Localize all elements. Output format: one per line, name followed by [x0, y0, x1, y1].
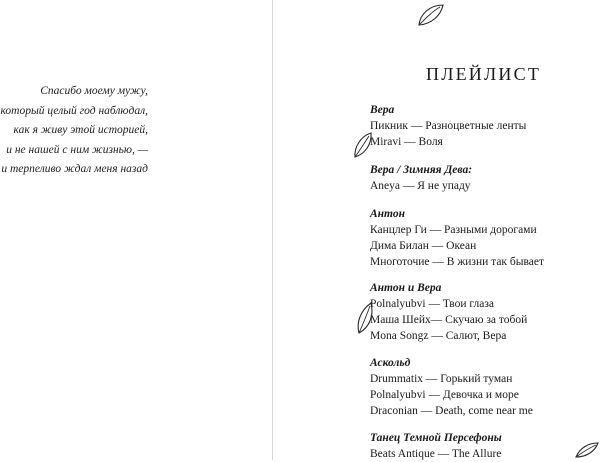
dedication — [0, 82, 148, 180]
track-item: Drummatix — Горький туман — [370, 373, 513, 385]
section-heading: Антон и Вера — [370, 282, 442, 294]
track-item: Polnalyubvi — Девочка и море — [370, 389, 519, 401]
playlist-section — [370, 162, 472, 194]
page-gutter — [272, 0, 273, 460]
track-item: Miravi — Воля — [370, 136, 443, 148]
section-heading: Вера / Зимняя Дева: — [370, 164, 473, 176]
leaf-icon — [574, 440, 600, 460]
track-item: Дима Билан — Океан — [370, 240, 477, 252]
track-item: Многоточие — В жизни так бывает — [370, 256, 544, 268]
dedication-line: и не нашей с ним жизнью, — — [6, 143, 148, 156]
leaf-icon — [352, 130, 374, 160]
dedication-line: и терпеливо ждал меня назад — [1, 163, 148, 175]
section-heading: Вера — [370, 104, 395, 116]
track-item: Aneya — Я не упаду — [370, 180, 471, 192]
section-heading: Антон — [370, 208, 405, 220]
track-item: Draconian — Death, come near me — [370, 405, 533, 417]
playlist-section — [370, 355, 533, 419]
section-heading: Танец Темной Персефоны — [370, 432, 502, 444]
playlist-section — [370, 102, 526, 150]
playlist-section — [370, 430, 502, 462]
playlist-section — [370, 280, 527, 344]
playlist-title: ПЛЕЙЛИСТ — [426, 64, 542, 84]
leaf-icon — [354, 300, 376, 336]
dedication-line: как я живу этой историей, — [13, 124, 148, 136]
track-item: Пикник — Разноцветные ленты — [370, 120, 527, 132]
track-item: Polnalyubvi — Твои глаза — [370, 298, 495, 310]
dedication-line: который целый год наблюдал, — [0, 104, 148, 117]
track-item: Mona Songz — Салют, Вера — [370, 330, 507, 342]
section-heading: Аскольд — [370, 357, 411, 369]
track-item: Beats Antique — The Allure — [370, 448, 502, 460]
dedication-line: Спасибо моему мужу, — [40, 85, 148, 97]
track-item: Маша Шейх— Скучаю за тобой — [370, 314, 528, 326]
track-item: Канцлер Ги — Разными дорогами — [370, 224, 537, 236]
playlist-section — [370, 206, 544, 270]
leaf-icon — [416, 2, 446, 28]
